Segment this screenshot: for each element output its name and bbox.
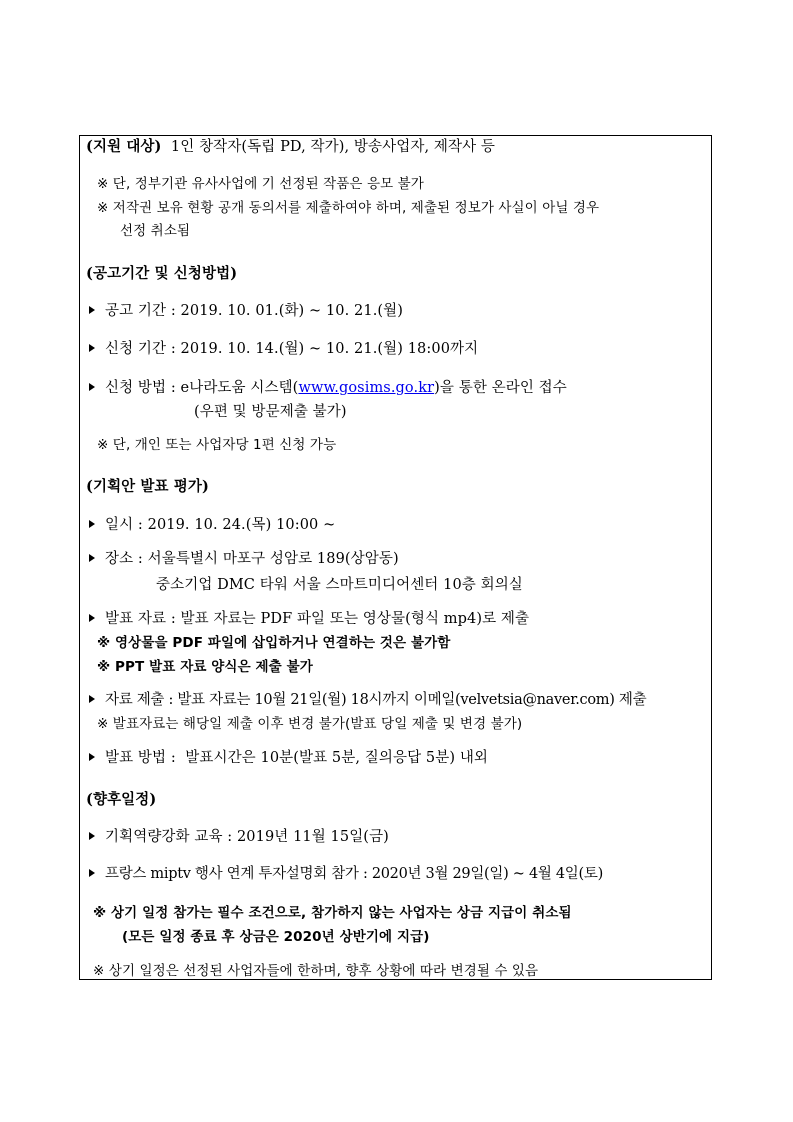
presentation-date-row bbox=[89, 515, 335, 535]
notice-heading: (공고기간 및 신청방법) bbox=[86, 265, 238, 282]
schedule-item-2-row bbox=[89, 864, 603, 884]
support-note-1: ※ 단, 정부기관 유사사업에 기 선정된 작품은 응모 불가 bbox=[97, 176, 424, 192]
schedule-item-2: 프랑스 miptv 행사 연계 투자설명회 참가 : 2020년 3월 29일(일) ~ 4월 4일(토) bbox=[105, 866, 603, 882]
presentation-method-row bbox=[89, 748, 488, 768]
schedule-item-1-row bbox=[89, 827, 389, 847]
presentation-method: 발표 방법 : 발표시간은 10분(발표 5분, 질의응답 5분) 내외 bbox=[105, 750, 489, 766]
bullet-arrow-icon bbox=[89, 554, 95, 562]
bullet-arrow-icon bbox=[89, 614, 95, 622]
presentation-material: 발표 자료 : 발표 자료는 PDF 파일 또는 영상물(형식 mp4)로 제출 bbox=[105, 611, 530, 627]
support-note-2a: ※ 저작권 보유 현황 공개 동의서를 제출하여야 하며, 제출된 정보가 사실이 아닐 경우 bbox=[97, 200, 600, 216]
notice-method-prefix: 신청 방법 : e나라도움 시스템( bbox=[105, 380, 299, 396]
gosims-link[interactable]: www.gosims.go.kr bbox=[298, 380, 435, 396]
notice-apply-row bbox=[89, 339, 478, 359]
notice-method-suffix: )을 통한 온라인 접수 bbox=[434, 380, 567, 396]
notice-note: ※ 단, 개인 또는 사업자당 1편 신청 가능 bbox=[97, 437, 337, 453]
schedule-item-1: 기획역량강화 교육 : 2019년 11월 15일(금) bbox=[105, 829, 389, 845]
bullet-arrow-icon bbox=[89, 520, 95, 528]
notice-apply-period: 신청 기간 : 2019. 10. 14.(월) ~ 10. 21.(월) 18:00까지 bbox=[105, 341, 479, 357]
bullet-arrow-icon bbox=[89, 306, 95, 314]
bullet-arrow-icon bbox=[89, 344, 95, 352]
presentation-place-2: 중소기업 DMC 타워 서울 스마트미디어센터 10층 회의실 bbox=[156, 577, 523, 593]
schedule-bold-note-1: ※ 상기 일정 참가는 필수 조건으로, 참가하지 않는 사업자는 상금 지급이 취소됨 bbox=[93, 905, 572, 921]
bullet-arrow-icon bbox=[89, 383, 95, 391]
bullet-arrow-icon bbox=[89, 695, 95, 703]
presentation-submit: 자료 제출 : 발표 자료는 10월 21일(월) 18시까지 이메일(velvetsia@naver.com) 제출 bbox=[105, 692, 647, 708]
presentation-submit-note: ※ 발표자료는 해당일 제출 이후 변경 불가(발표 당일 제출 및 변경 불가) bbox=[97, 716, 523, 732]
presentation-material-note-1: ※ 영상물을 PDF 파일에 삽입하거나 연결하는 것은 불가함 bbox=[97, 635, 451, 651]
presentation-date: 일시 : 2019. 10. 24.(목) 10:00 ~ bbox=[105, 517, 336, 533]
notice-method-note: (우편 및 방문제출 불가) bbox=[194, 404, 347, 420]
schedule-final-note: ※ 상기 일정은 선정된 사업자들에 한하며, 향후 상황에 따라 변경될 수 있음 bbox=[93, 963, 539, 979]
presentation-heading: (기획안 발표 평가) bbox=[86, 478, 209, 495]
schedule-bold-note-2: (모든 일정 종료 후 상금은 2020년 상반기에 지급) bbox=[122, 929, 430, 945]
support-text: 1인 창작자(독립 PD, 작가), 방송사업자, 제작사 등 bbox=[170, 139, 496, 155]
presentation-material-row bbox=[89, 609, 529, 629]
bullet-arrow-icon bbox=[89, 832, 95, 840]
support-row bbox=[86, 137, 495, 157]
bullet-arrow-icon bbox=[89, 753, 95, 761]
presentation-submit-row bbox=[89, 690, 646, 710]
presentation-material-note-2: ※ PPT 발표 자료 양식은 제출 불가 bbox=[97, 659, 313, 675]
presentation-place: 장소 : 서울특별시 마포구 성암로 189(상암동) bbox=[105, 551, 399, 567]
support-heading: (지원 대상) bbox=[86, 138, 162, 155]
bullet-arrow-icon bbox=[89, 869, 95, 877]
notice-period: 공고 기간 : 2019. 10. 01.(화) ~ 10. 21.(월) bbox=[105, 303, 404, 319]
notice-period-row bbox=[89, 301, 403, 321]
schedule-heading: (향후일정) bbox=[86, 791, 157, 808]
presentation-place-row bbox=[89, 549, 399, 569]
support-note-2b: 선정 취소됨 bbox=[120, 223, 191, 239]
notice-method-row bbox=[89, 378, 567, 398]
